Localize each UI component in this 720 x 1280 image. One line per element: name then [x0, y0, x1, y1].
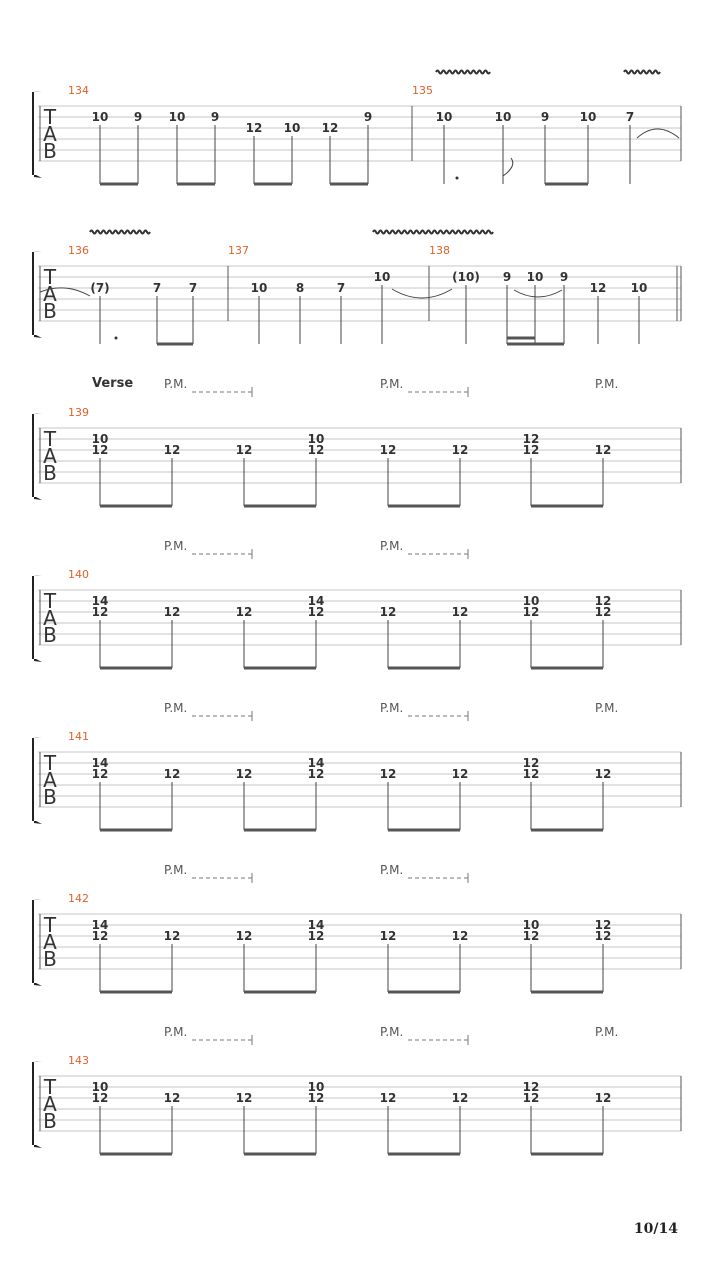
section-label: Verse [92, 376, 134, 391]
fret-number: 12 [307, 767, 325, 781]
fret-number: 7 [152, 281, 162, 295]
tab-clef-letter: B [43, 299, 57, 323]
fret-number: 10 [250, 281, 268, 295]
fret-number: 7 [625, 110, 635, 124]
fret-number: 14 [307, 594, 325, 608]
palm-mute-label: P.M. [164, 863, 188, 877]
fret-number: 10 [494, 110, 512, 124]
tab-clef-letter: A [43, 930, 57, 954]
tab-clef-letter: T [43, 105, 57, 129]
palm-mute-label: P.M. [164, 539, 188, 553]
fret-number: 9 [133, 110, 143, 124]
fret-number: 12 [91, 1091, 109, 1105]
fret-number: 10 [91, 110, 109, 124]
measure-number: 136 [68, 244, 89, 257]
fret-number: 12 [451, 929, 469, 943]
fret-number: 12 [594, 594, 612, 608]
fret-number: 9 [540, 110, 550, 124]
palm-mute-label: P.M. [164, 701, 188, 715]
measure-number: 137 [228, 244, 249, 257]
fret-number: 12 [307, 443, 325, 457]
fret-number: 12 [321, 121, 339, 135]
fret-number: 14 [91, 594, 109, 608]
palm-mute-label: P.M. [380, 701, 404, 715]
fret-number: 12 [522, 605, 540, 619]
vibrato-mark [436, 71, 490, 74]
rhythm-dot [456, 177, 459, 180]
fret-number: 7 [336, 281, 346, 295]
fret-number: 14 [91, 918, 109, 932]
palm-mute-label: P.M. [380, 377, 404, 391]
fret-number: 12 [594, 929, 612, 943]
fret-number: 12 [522, 432, 540, 446]
fret-number: 10 [91, 1080, 109, 1094]
tab-clef-letter: B [43, 461, 57, 485]
tab-clef-letter: A [43, 1092, 57, 1116]
tab-clef-letter: A [43, 444, 57, 468]
fret-number: 12 [594, 918, 612, 932]
palm-mute-label: P.M. [164, 377, 188, 391]
vibrato-mark [624, 71, 660, 74]
palm-mute-label: P.M. [595, 701, 619, 715]
tab-clef-letter: B [43, 139, 57, 163]
fret-number: 12 [91, 929, 109, 943]
fret-number: 14 [91, 756, 109, 770]
fret-number: (7) [90, 281, 110, 295]
tab-clef-letter: T [43, 751, 57, 775]
tab-clef-letter: T [43, 265, 57, 289]
rhythm-dot [115, 337, 118, 340]
fret-number: 12 [379, 605, 397, 619]
fret-number: 10 [579, 110, 597, 124]
fret-number: 10 [630, 281, 648, 295]
fret-number: 12 [379, 767, 397, 781]
fret-number: 12 [163, 929, 181, 943]
fret-number: 12 [594, 1091, 612, 1105]
fret-number: 14 [307, 756, 325, 770]
fret-number: 12 [451, 605, 469, 619]
fret-number: 12 [451, 767, 469, 781]
palm-mute-label: P.M. [595, 1025, 619, 1039]
tab-clef-letter: T [43, 913, 57, 937]
fret-number: 9 [210, 110, 220, 124]
fret-number: 10 [435, 110, 453, 124]
measure-number: 139 [68, 406, 89, 419]
fret-number: 12 [163, 605, 181, 619]
fret-number: 12 [307, 605, 325, 619]
palm-mute-label: P.M. [380, 1025, 404, 1039]
fret-number: 12 [307, 1091, 325, 1105]
fret-number: 12 [451, 1091, 469, 1105]
tie-arc [514, 290, 562, 297]
fret-number: 12 [379, 929, 397, 943]
fret-number: 9 [559, 270, 569, 284]
fret-number: 9 [502, 270, 512, 284]
tab-clef-letter: B [43, 785, 57, 809]
fret-number: 12 [522, 767, 540, 781]
fret-number: 12 [91, 605, 109, 619]
tab-clef-letter: B [43, 1109, 57, 1133]
fret-number: 12 [245, 121, 263, 135]
fret-number: 12 [522, 929, 540, 943]
tab-clef-letter: T [43, 589, 57, 613]
fret-number: 9 [363, 110, 373, 124]
palm-mute-label: P.M. [380, 539, 404, 553]
palm-mute-label: P.M. [595, 377, 619, 391]
fret-number: 12 [522, 443, 540, 457]
tab-clef-letter: B [43, 623, 57, 647]
measure-number: 141 [68, 730, 89, 743]
fret-number: 10 [91, 432, 109, 446]
fret-number: 10 [526, 270, 544, 284]
fret-number: 12 [589, 281, 607, 295]
tab-clef-letter: A [43, 768, 57, 792]
fret-number: 10 [522, 594, 540, 608]
tab-clef-letter: A [43, 606, 57, 630]
fret-number: 12 [522, 756, 540, 770]
tie-arc [392, 289, 452, 298]
fret-number: 12 [163, 767, 181, 781]
tab-clef-letter: T [43, 1075, 57, 1099]
fret-number: 10 [307, 1080, 325, 1094]
fret-number: 8 [295, 281, 305, 295]
fret-number: 12 [235, 605, 253, 619]
measure-number: 138 [429, 244, 450, 257]
fret-number: 12 [307, 929, 325, 943]
fret-number: 14 [307, 918, 325, 932]
fret-number: (10) [452, 270, 480, 284]
tab-clef-letter: A [43, 122, 57, 146]
measure-number: 134 [68, 84, 89, 97]
tab-clef-letter: A [43, 282, 57, 306]
fret-number: 10 [307, 432, 325, 446]
palm-mute-label: P.M. [380, 863, 404, 877]
fret-number: 12 [522, 1091, 540, 1105]
fret-number: 12 [235, 767, 253, 781]
fret-number: 10 [522, 918, 540, 932]
fret-number: 12 [379, 443, 397, 457]
page-number: 10/14 [633, 1221, 678, 1237]
fret-number: 12 [594, 443, 612, 457]
tab-clef-letter: B [43, 947, 57, 971]
tab-clef-letter: T [43, 427, 57, 451]
fret-number: 12 [594, 767, 612, 781]
fret-number: 12 [235, 929, 253, 943]
tie-arc [637, 129, 679, 138]
fret-number: 12 [379, 1091, 397, 1105]
fret-number: 10 [283, 121, 301, 135]
fret-number: 12 [235, 1091, 253, 1105]
fret-number: 12 [91, 443, 109, 457]
fret-number: 12 [91, 767, 109, 781]
fret-number: 12 [594, 605, 612, 619]
vibrato-mark [90, 231, 150, 234]
fret-number: 10 [168, 110, 186, 124]
fret-number: 7 [188, 281, 198, 295]
measure-number: 135 [412, 84, 433, 97]
palm-mute-label: P.M. [164, 1025, 188, 1039]
measure-number: 143 [68, 1054, 89, 1067]
fret-number: 12 [235, 443, 253, 457]
vibrato-mark [373, 231, 493, 234]
fret-number: 12 [522, 1080, 540, 1094]
fret-number: 12 [163, 443, 181, 457]
measure-number: 142 [68, 892, 89, 905]
fret-number: 12 [451, 443, 469, 457]
measure-number: 140 [68, 568, 89, 581]
fret-number: 10 [373, 270, 391, 284]
fret-number: 12 [163, 1091, 181, 1105]
